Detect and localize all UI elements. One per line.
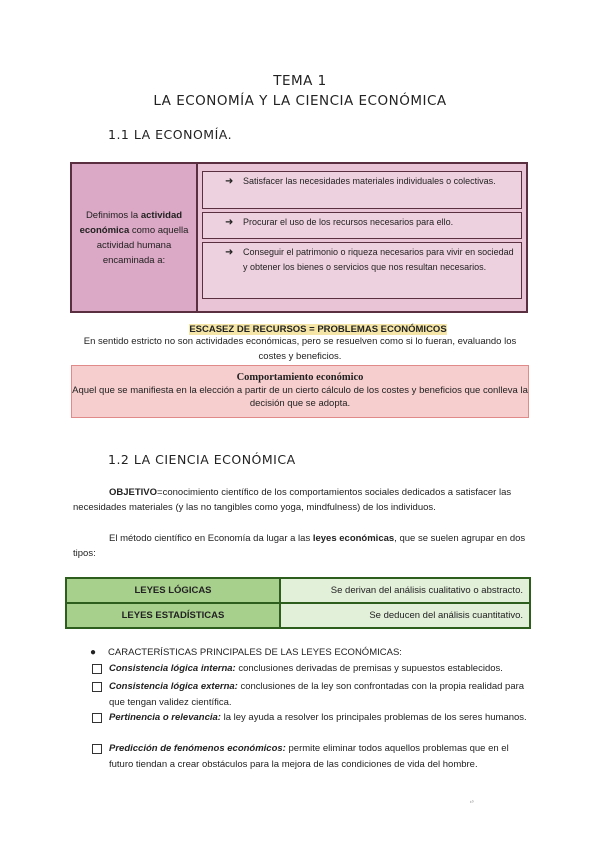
characteristic-text: conclusiones de la ley son confrontadas con la propia realidad para que tengan validez científica. xyxy=(109,681,525,708)
checkbox-icon xyxy=(92,664,102,674)
arrow-right-icon: ➜ xyxy=(225,217,234,228)
section-1-heading: 1.1 LA ECONOMÍA. xyxy=(108,127,233,142)
characteristic-text: la ley ayuda a resolver los principales problemas de los seres humanos. xyxy=(220,712,527,723)
characteristic-text: conclusiones derivadas de premisas y supuestos establecidos. xyxy=(235,663,503,674)
checkbox-icon xyxy=(92,682,102,692)
list-item xyxy=(92,710,532,726)
section-2-heading: 1.2 LA CIENCIA ECONÓMICA xyxy=(108,452,296,467)
checkbox-icon xyxy=(92,744,102,754)
tema-label: TEMA 1 xyxy=(273,73,327,89)
characteristic-term: Predicción de fenómenos económicos: xyxy=(109,743,286,754)
definition-item xyxy=(202,212,522,239)
characteristic-text: permite eliminar todos aquellos problemas que en el futuro tiendan a crear obstáculos para la mejora de las condiciones de vida del hombre. xyxy=(109,743,509,770)
list-item xyxy=(92,741,532,772)
laws-table xyxy=(65,577,531,629)
table-row xyxy=(66,603,530,628)
table-row xyxy=(66,578,530,603)
objective-text: =conocimiento científico de los comportamientos sociales dedicados a satisfacer las necesidades materiales (y las no tangibles como yoga, mindfulness) de los individuos. xyxy=(73,487,512,513)
characteristics-heading: CARACTERÍSTICAS PRINCIPALES DE LAS LEYES ECONÓMICAS: xyxy=(108,647,402,658)
method-bold: leyes económicas xyxy=(312,533,395,544)
list-item xyxy=(92,661,532,677)
definition-item xyxy=(202,242,522,299)
method-post: , que se suelen agrupar en dos tipos: xyxy=(73,533,526,559)
definition-box xyxy=(70,162,528,313)
characteristic-term: Consistencia lógica interna: xyxy=(109,663,236,674)
checkbox-icon xyxy=(92,713,102,723)
definition-post: como aquella actividad humana encaminada a: xyxy=(96,224,189,266)
arrow-right-icon: ➜ xyxy=(225,247,234,258)
definition-item xyxy=(202,171,522,209)
law-name: LEYES LÓGICAS xyxy=(66,578,280,603)
behavior-heading: Comportamiento económico xyxy=(236,372,364,383)
page-number: ¹⁰ xyxy=(470,800,474,806)
page-title: LA ECONOMÍA Y LA CIENCIA ECONÓMICA xyxy=(153,93,447,109)
definition-item-text: Satisfacer las necesidades materiales individuales o colectivas. xyxy=(243,176,496,186)
method-paragraph xyxy=(73,531,531,561)
law-desc: Se derivan del análisis cualitativo o abstracto. xyxy=(280,578,530,603)
definition-pre: Definimos la xyxy=(85,209,141,221)
objective-label: OBJETIVO xyxy=(109,487,158,498)
definition-left-cell xyxy=(72,164,198,311)
characteristics-heading-row xyxy=(90,645,402,660)
method-pre: El método científico en Economía da lugar a las xyxy=(109,533,313,544)
law-desc: Se deducen del análisis cuantitativo. xyxy=(280,603,530,628)
objective-paragraph xyxy=(73,485,531,515)
characteristic-term: Consistencia lógica externa: xyxy=(109,681,238,692)
definition-right-cell xyxy=(198,164,526,311)
arrow-right-icon: ➜ xyxy=(225,176,234,187)
definition-bold: actividad económica xyxy=(79,209,183,236)
definition-item-text: Procurar el uso de los recursos necesarios para ello. xyxy=(243,217,454,227)
behavior-box xyxy=(71,365,529,418)
scarcity-text: En sentido estricto no son actividades económicas, pero se resuelven como si lo fueran, evaluando los costes y beneficios. xyxy=(83,336,517,362)
definition-item-text: Conseguir el patrimonio o riqueza necesarios para vivir en sociedad y obtener los bienes o servicios que nos resultan necesarios. xyxy=(243,247,514,272)
law-name: LEYES ESTADÍSTICAS xyxy=(66,603,280,628)
characteristic-term: Pertinencia o relevancia: xyxy=(109,712,221,723)
behavior-text: Aquel que se manifiesta en la elección a partir de un cierto cálculo de los costes y beneficios que conlleva la decisión que se adopta. xyxy=(72,385,528,409)
list-item xyxy=(92,679,532,710)
bullet-icon: ● xyxy=(90,647,97,658)
scarcity-highlight: ESCASEZ DE RECURSOS = PROBLEMAS ECONÓMICOS xyxy=(189,324,447,335)
